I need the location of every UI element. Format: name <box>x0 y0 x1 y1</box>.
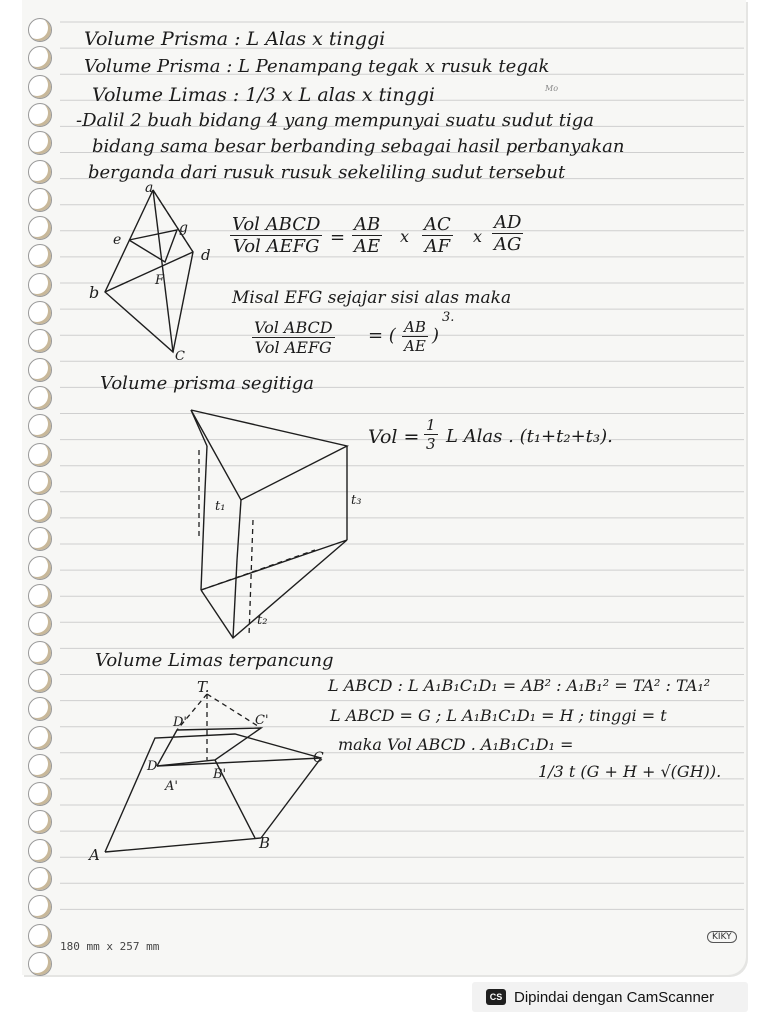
note-margin: Mo <box>545 84 559 93</box>
note-line-1: Volume Prisma : L Alas x tinggi <box>84 28 386 50</box>
limas-heading: Volume Limas terpancung <box>95 650 334 671</box>
binder-hole <box>28 782 52 806</box>
note-line-2: Volume Prisma : L Penampang tegak x rusuk tegak <box>84 56 550 77</box>
vertex-g-label: g <box>179 220 188 236</box>
camscanner-logo-icon: CS <box>486 989 506 1005</box>
binder-hole <box>28 924 52 948</box>
vertex-e-label: e <box>113 232 122 248</box>
vertex-c-label: C <box>175 349 185 364</box>
binder-hole <box>28 641 52 665</box>
binder-hole <box>28 754 52 778</box>
prisma-formula-lhs: Vol = <box>368 426 420 448</box>
note-line-3: Volume Limas : 1/3 x L alas x tinggi <box>92 84 435 106</box>
binder-hole <box>28 18 52 42</box>
t3-label: t₃ <box>351 493 362 508</box>
limas-line-4: 1/3 t (G + H + √(GH)). <box>538 762 722 781</box>
binder-hole <box>28 75 52 99</box>
vertex-b-label: B <box>259 834 271 852</box>
vertex-f-label: F <box>155 273 165 288</box>
binder-hole <box>28 414 52 438</box>
binder-hole <box>28 499 52 523</box>
vertex-d-label: D <box>147 759 158 774</box>
vertex-b-label: b <box>89 283 100 302</box>
ratio-cubed-equals: = ( <box>368 325 396 346</box>
limas-sketch <box>85 670 325 865</box>
note-line-4: -Dalil 2 buah bidang 4 yang mempunyai suatu sudut tiga <box>76 110 594 131</box>
binder-hole <box>28 103 52 127</box>
binder-hole <box>28 584 52 608</box>
binder-hole <box>28 386 52 410</box>
limas-line-2: L ABCD = G ; L A₁B₁C₁D₁ = H ; tinggi = t <box>330 706 667 725</box>
vertex-a1-label: A' <box>165 779 178 794</box>
ratio-cubed-rhs: $\frac{AB}{AE}$ <box>404 318 426 355</box>
apex-t-label: T. <box>197 678 210 696</box>
ratio-cubed-power: 3. <box>442 310 455 325</box>
ratio-cubed-close: ) <box>432 325 440 346</box>
binder-hole <box>28 697 52 721</box>
binder-hole <box>28 867 52 891</box>
vertex-c-label: C <box>313 750 324 766</box>
camscanner-badge <box>472 982 748 1012</box>
ratio-factor-ab: $\frac{AB}{AE}$ <box>354 214 381 257</box>
binder-hole <box>28 301 52 325</box>
tetrahedron-sketch <box>85 180 220 365</box>
binder-hole <box>28 669 52 693</box>
prisma-heading: Volume prisma segitiga <box>100 373 315 394</box>
ratio-times-1: x <box>400 227 410 246</box>
vertex-c1-label: C' <box>255 713 269 728</box>
prisma-sketch <box>185 400 385 645</box>
vertex-d1-label: D' <box>173 715 187 730</box>
prisma-formula-rhs: L Alas . (t₁+t₂+t₃). <box>446 426 613 447</box>
ratio-cubed-lhs: Vol ABCD Vol AEFG <box>254 318 333 357</box>
vertex-a-label: a <box>145 180 154 196</box>
ratio-times-2: x <box>473 227 483 246</box>
binder-hole <box>28 839 52 863</box>
binder-hole <box>28 952 52 976</box>
t2-label: t₂ <box>257 613 268 628</box>
note-line-5: bidang sama besar berbanding sebagai hasil perbanyakan <box>92 136 625 157</box>
ratio-factor-ac: $\frac{AC}{AF}$ <box>424 214 451 257</box>
prisma-formula-third: $\frac{1}{3}$ <box>426 416 436 453</box>
binder-hole <box>28 131 52 155</box>
limas-line-1: L ABCD : L A₁B₁C₁D₁ = AB² : A₁B₁² = TA² : TA₁² <box>328 676 711 695</box>
ratio-factor-ad: $\frac{AD}{AG}$ <box>494 212 522 255</box>
camscanner-text: Dipindai dengan CamScanner <box>514 988 715 1006</box>
binder-hole <box>28 160 52 184</box>
binder-hole <box>28 358 52 382</box>
note-line-6: berganda dari rusuk rusuk sekeliling sudut tersebut <box>88 162 566 183</box>
vertex-d-label: d <box>201 246 211 264</box>
vertex-a-label: A <box>89 846 100 864</box>
t1-label: t₁ <box>215 499 226 514</box>
binder-hole <box>28 556 52 580</box>
brand-logo: KIKY <box>707 931 737 943</box>
ratio-equals: = <box>330 227 346 248</box>
paper-size-label: 180 mm x 257 mm <box>60 940 160 953</box>
limas-line-3: maka Vol ABCD . A₁B₁C₁D₁ = <box>338 735 574 754</box>
binder-hole <box>28 273 52 297</box>
binder-hole <box>28 471 52 495</box>
vertex-b1-label: B' <box>213 767 227 782</box>
binder-hole <box>28 443 52 467</box>
binder-hole <box>28 726 52 750</box>
misal-note: Misal EFG sejajar sisi alas maka <box>232 288 512 308</box>
binder-hole <box>28 188 52 212</box>
binder-hole <box>28 216 52 240</box>
ratio-lhs: Vol ABCD Vol AEFG <box>232 214 321 257</box>
